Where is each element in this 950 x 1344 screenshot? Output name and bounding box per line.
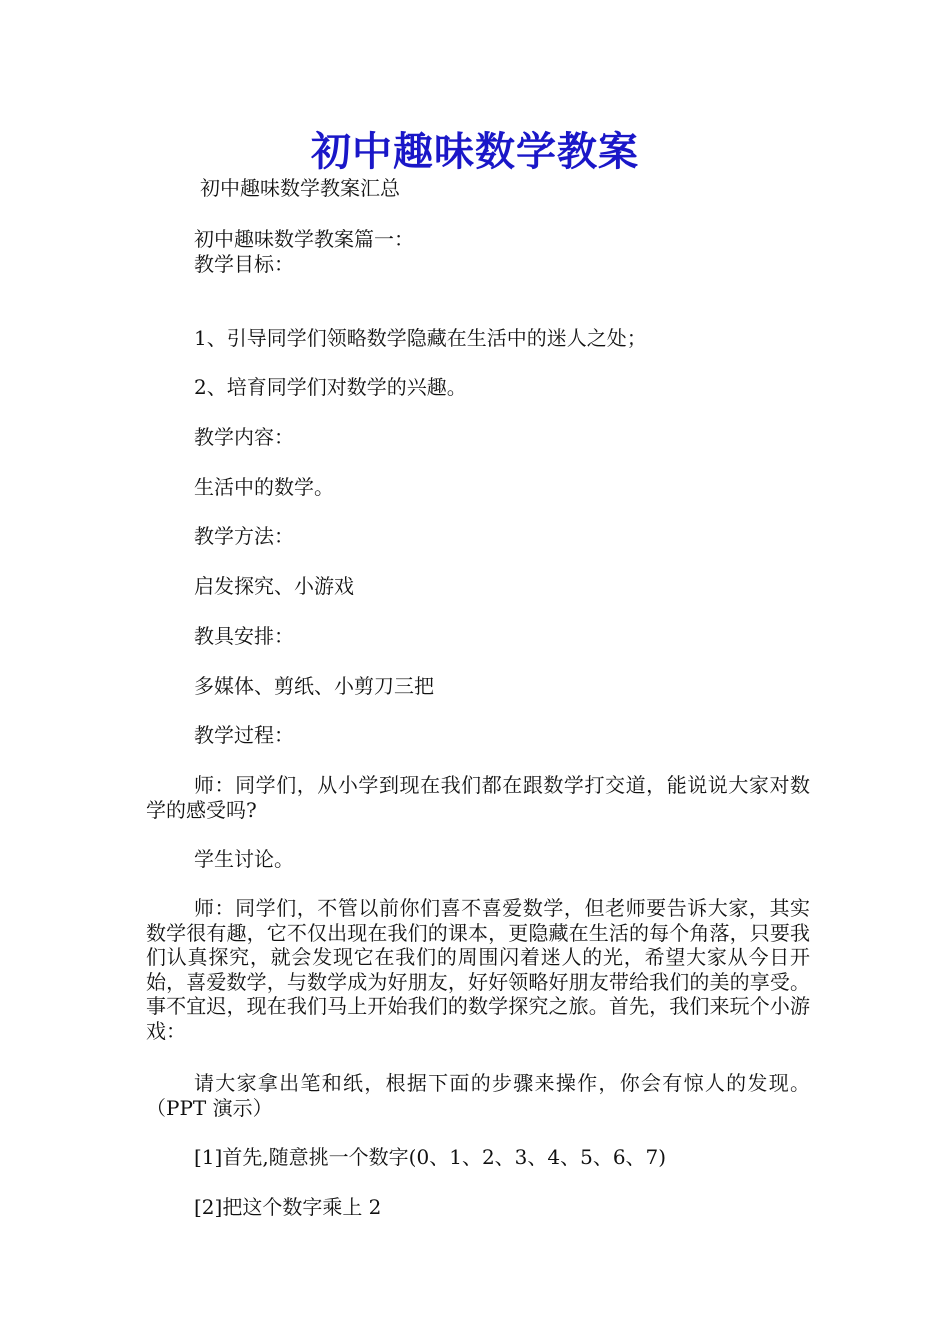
heading-teaching-method: 教学方法： — [194, 524, 294, 548]
heading-teaching-content: 教学内容： — [194, 425, 294, 449]
heading-teaching-goals: 教学目标： — [194, 252, 294, 276]
goal-item-2: 2、培育同学们对数学的兴趣。 — [194, 375, 467, 399]
heading-teaching-tools: 教具安排： — [194, 624, 294, 648]
student-discussion-text: 学生讨论。 — [194, 847, 294, 871]
paragraph-teacher-intro: 师：同学们，不管以前你们喜不喜爱数学，但老师要告诉大家，其实数学很有趣，它不仅出现在我们的课本，更隐藏在生活的每个角落，只要我们认真探究，就会发现它在我们的周围闪着迷人的光，希望大家从今日开始，喜爱数学，与数学成为好朋友，好好领略好朋友带给我们的美的享受。事不宜迟，现在我们马上开始我们的数学探究之旅。首先，我们来玩个小游戏： — [146, 896, 810, 1043]
heading-teaching-process: 教学过程： — [194, 723, 294, 747]
teaching-content-text: 生活中的数学。 — [194, 475, 334, 499]
paragraph-instructions: 请大家拿出笔和纸，根据下面的步骤来操作，你会有惊人的发现。（PPT 演示） — [146, 1071, 810, 1120]
goal-item-1: 1、引导同学们领略数学隐藏在生活中的迷人之处； — [194, 326, 647, 350]
document-title: 初中趣味数学教案 — [311, 128, 639, 175]
step-1-text: [1]首先,随意挑一个数字(0、1、2、3、4、5、6、7) — [194, 1145, 667, 1169]
document-subtitle: 初中趣味数学教案汇总 — [200, 176, 400, 200]
section-heading-part-one: 初中趣味数学教案篇一： — [194, 227, 414, 251]
paragraph-teacher-question: 师：同学们，从小学到现在我们都在跟数学打交道，能说说大家对数学的感受吗? — [146, 773, 810, 822]
teaching-tools-text: 多媒体、剪纸、小剪刀三把 — [194, 674, 434, 698]
step-2-text: [2]把这个数字乘上 2 — [194, 1195, 382, 1219]
teaching-method-text: 启发探究、小游戏 — [194, 574, 354, 598]
